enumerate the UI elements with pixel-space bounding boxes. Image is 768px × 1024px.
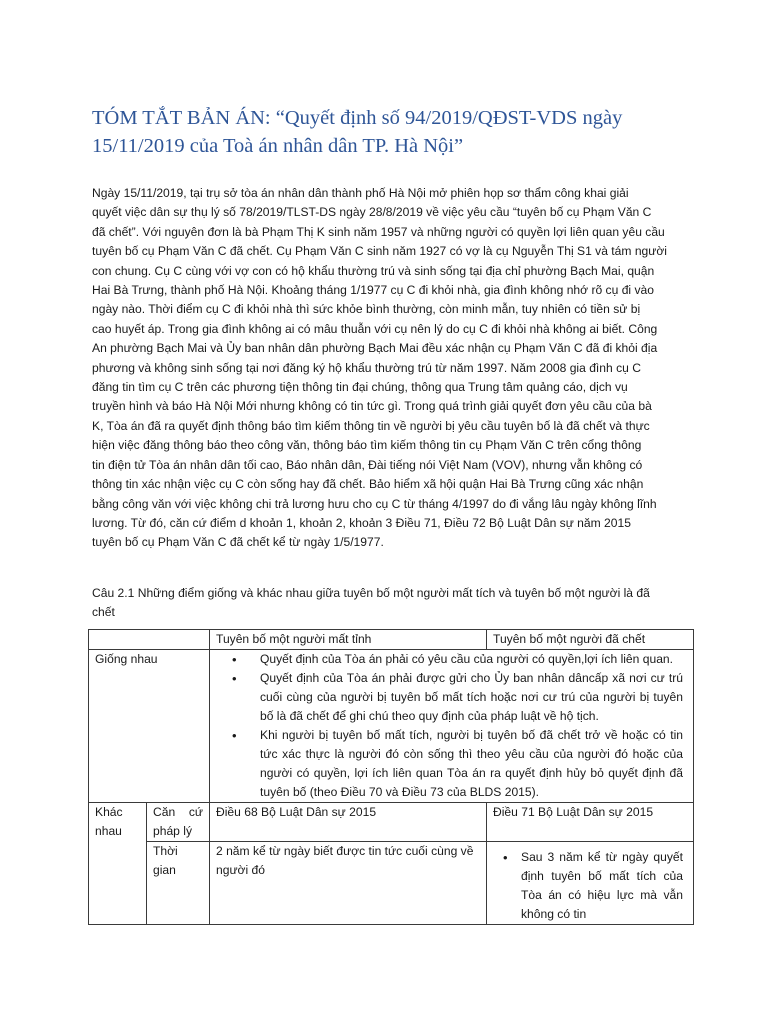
summary-line: đăng tin tìm cụ C trên các phương tiện thông tin đại chúng, thông qua Trung tâm quảng cáo, dịch vụ <box>92 380 628 395</box>
differences-label: Khác nhau <box>89 803 147 925</box>
list-item: • Quyết định của Tòa án phải có yêu cầu của người có quyền,lợi ích liên quan. <box>216 650 683 669</box>
summary-line: hiện việc đăng thông báo theo công văn, thông báo tìm kiếm thông tin cụ Phạm Văn C trên cổng thông <box>92 438 642 453</box>
similarities-cell <box>210 650 694 803</box>
summary-line: bằng công văn với việc không chi trả lương hưu cho cụ C từ tháng 4/1997 do đi vắng lâu ngày không lĩnh <box>92 496 657 511</box>
title-line: 15/11/2019 của Toà án nhân dân TP. Hà Nội” <box>92 135 464 157</box>
time-missing: 2 năm kể từ ngày biết được tin tức cuối cùng về người đó <box>210 842 487 925</box>
time-label: Thời gian <box>147 842 210 925</box>
table-cell-empty <box>89 630 210 650</box>
table-row <box>89 803 694 842</box>
summary-line: K, Tòa án đã ra quyết định thông báo tìm kiếm thông tin về người bị yêu cầu tuyên bố là đã chết và thực <box>92 418 650 433</box>
table-row <box>89 650 694 803</box>
summary-line: phương và không sinh sống tại nơi đăng ký hộ khẩu thường trú từ năm 1997. Năm 2008 gia đình cụ C <box>92 360 641 375</box>
summary-line: tuyên bố cụ Phạm Văn C đã chết kể từ ngày 1/5/1977. <box>92 535 384 550</box>
summary-line: tin điện tử Tòa án nhân dân tối cao, Báo nhân dân, Đài tiếng nói Việt Nam (VOV), nhưng vẫn không có <box>92 457 643 472</box>
list-item: • Khi người bị tuyên bố mất tích, người bị tuyên bố đã chết trở về hoặc có tin tức xác thực là người đó còn sống thì theo yêu cầu của người đó hoặc của người có quyền, lợi ích liên quan Tòa án ra quyết định hủy bỏ quyết định đã tuyên bố (theo Điều 70 và Điều 73 của BLDS 2015). <box>216 726 683 802</box>
time-dead-cell <box>487 842 694 925</box>
time-dead-list <box>493 848 687 924</box>
header-dead-person: Tuyên bố một người đã chết <box>487 630 694 650</box>
summary-line: thông tin xác nhận việc cụ C còn sống hay đã chết. Bảo hiểm xã hội quận Hai Bà Trưng cũng xác nhận <box>92 477 644 492</box>
legal-basis-label: Căn cứ pháp lý <box>147 803 210 842</box>
document-title <box>92 104 692 160</box>
summary-line: đã chết”. Với nguyên đơn là bà Phạm Thị K sinh năm 1957 và những người có quyền lợi liên quan yêu cầu <box>92 224 665 239</box>
summary-line: quyết việc dân sự thụ lý số 78/2019/TLST-DS ngày 28/8/2019 về việc yêu cầu “tuyên bố cụ Phạm Văn C <box>92 205 652 220</box>
question-heading <box>92 584 692 623</box>
list-item: • Sau 3 năm kể từ ngày quyết định tuyên bố mất tích của Tòa án có hiệu lực mà vẫn không có tin <box>493 848 683 924</box>
summary-line: Hai Bà Trưng, thành phố Hà Nội. Khoảng tháng 1/1977 cụ C đi khỏi nhà, gia đình không nhớ rõ cụ đi vào <box>92 283 654 298</box>
legal-basis-dead: Điều 71 Bộ Luật Dân sự 2015 <box>487 803 694 842</box>
case-summary-paragraph <box>92 184 692 553</box>
summary-line: ngày nào. Thời điểm cụ C đi khỏi nhà thì sức khỏe bình thường, còn minh mẫn, tuy nhiên có tiền sử bị <box>92 302 641 317</box>
similarities-list <box>216 650 687 802</box>
table-row <box>89 630 694 650</box>
summary-line: con chung. Cụ C cùng với vợ con có hộ khẩu thường trú và sinh sống tại địa chỉ phường Bạch Mai, quận <box>92 263 655 278</box>
summary-line: cao huyết áp. Trong gia đình không ai có mâu thuẫn với cụ nên lý do cụ C đi khỏi nhà không ai biết. Công <box>92 321 658 336</box>
summary-line: tuyên bố cụ Phạm Văn C đã chết. Cụ Phạm Văn C sinh năm 1927 có vợ là cụ Nguyễn Thị S1 và tám người <box>92 244 667 259</box>
title-line: TÓM TẮT BẢN ÁN: “Quyết định số 94/2019/QĐST-VDS ngày <box>92 107 623 129</box>
legal-basis-missing: Điều 68 Bộ Luật Dân sự 2015 <box>210 803 487 842</box>
summary-line: lương. Từ đó, căn cứ điểm d khoản 1, khoản 2, khoản 3 Điều 71, Điều 72 Bộ Luật Dân sự năm 2015 <box>92 515 631 530</box>
header-missing-person: Tuyên bố một người mất tỉnh <box>210 630 487 650</box>
question-line: Câu 2.1 Những điểm giống và khác nhau giữa tuyên bố một người mất tích và tuyên bố một người là đã <box>92 586 650 600</box>
table-row <box>89 842 694 925</box>
list-item: • Quyết định của Tòa án phải được gửi cho Ủy ban nhân dâncấp xã nơi cư trú cuối cùng của người bị tuyên bố mất tích hoặc nơi cư trú của người bị tuyên bố là đã chết để ghi chú theo quy định của pháp luật về hộ tịch. <box>216 669 683 726</box>
comparison-table <box>88 629 694 925</box>
summary-line: truyền hình và báo Hà Nội Mới nhưng không có tin tức gì. Trong quá trình giải quyết đơn yêu cầu của bà <box>92 399 652 414</box>
summary-line: Ngày 15/11/2019, tại trụ sở tòa án nhân dân thành phố Hà Nội mở phiên họp sơ thẩm công khai giải <box>92 186 629 200</box>
summary-line: An phường Bạch Mai và Ủy ban nhân dân phường Bạch Mai đều xác nhận cụ Phạm Văn C đã đi khỏi địa <box>92 341 658 356</box>
similarities-label: Giống nhau <box>89 650 210 803</box>
question-line: chết <box>92 605 115 620</box>
